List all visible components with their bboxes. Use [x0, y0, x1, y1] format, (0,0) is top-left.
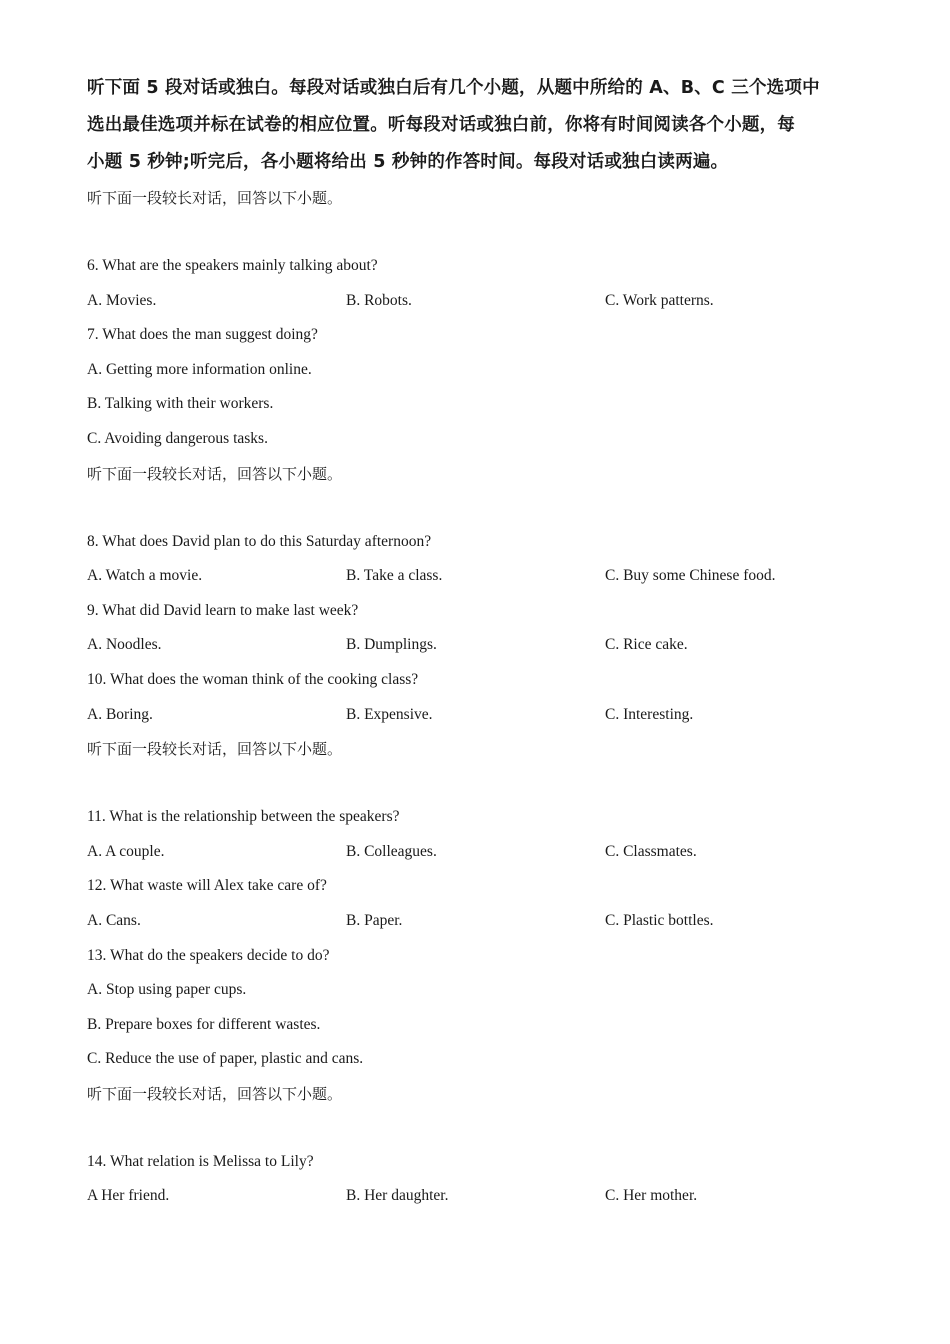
question-item [87, 594, 877, 663]
question-item [87, 1145, 877, 1214]
listening-section [87, 1077, 877, 1214]
answer-option: A. Noodles. [87, 636, 162, 654]
listening-instructions [87, 70, 877, 181]
section-note: 听下面一段较长对话，回答以下小题。 [87, 189, 343, 207]
answer-option: C. Her mother. [605, 1187, 698, 1205]
listening-section [87, 181, 877, 457]
answer-option: C. Work patterns. [605, 291, 714, 309]
answer-option: C. Plastic bottles. [605, 911, 714, 929]
answer-option: C. Reduce the use of paper, plastic and cans. [87, 1050, 364, 1068]
section-note: 听下面一段较长对话，回答以下小题。 [87, 740, 343, 759]
question-stem: 11. What is the relationship between the speakers? [87, 808, 400, 826]
question-stem: 6. What are the speakers mainly talking about? [87, 257, 378, 274]
section-spacer [87, 1111, 877, 1145]
option-row [87, 904, 877, 939]
option-row [87, 698, 877, 733]
answer-option: A. Boring. [87, 705, 153, 723]
question-item [87, 939, 877, 1077]
answer-option: C. Buy some Chinese food. [605, 567, 776, 585]
exam-page [87, 70, 877, 1214]
answer-option: A. Cans. [87, 911, 141, 929]
question-stem: 8. What does David plan to do this Saturday afternoon? [87, 532, 432, 550]
section-spacer [87, 766, 877, 800]
answer-option: C. Classmates. [605, 842, 697, 860]
instructions-line: 小题 5 秒钟;听完后，各小题将给出 5 秒钟的作答时间。每段对话或独白读两遍。 [87, 152, 729, 172]
option-row [87, 284, 877, 319]
question-stem: 9. What did David learn to make last week? [87, 601, 359, 619]
answer-option: B. Paper. [346, 911, 403, 929]
answer-option: B. Colleagues. [346, 842, 437, 860]
question-item [87, 318, 877, 456]
answer-option: C. Interesting. [605, 705, 694, 723]
answer-option: B. Take a class. [346, 567, 443, 585]
answer-option: A. Movies. [87, 291, 157, 309]
listening-section [87, 457, 877, 733]
instructions-line: 听下面 5 段对话或独白。每段对话或独白后有几个小题，从题中所给的 A、B、C 三个选项中 [87, 78, 820, 98]
answer-option: A Her friend. [87, 1187, 170, 1205]
instructions-line: 选出最佳选项并标在试卷的相应位置。听每段对话或独白前，你将有时间阅读各个小题，每 [87, 115, 795, 135]
answer-option: A. Getting more information online. [87, 360, 312, 378]
answer-option: B. Prepare boxes for different wastes. [87, 1015, 321, 1033]
answer-option: C. Avoiding dangerous tasks. [87, 429, 268, 447]
answer-option: C. Rice cake. [605, 636, 688, 654]
answer-option: B. Expensive. [346, 705, 433, 723]
answer-option: B. Her daughter. [346, 1187, 449, 1205]
question-item [87, 800, 877, 869]
question-stem: 10. What does the woman think of the cooking class? [87, 670, 419, 688]
question-item [87, 663, 877, 732]
option-row [87, 1179, 877, 1214]
question-item [87, 525, 877, 594]
question-stem: 13. What do the speakers decide to do? [87, 946, 330, 964]
listening-section [87, 732, 877, 1077]
option-row [87, 835, 877, 870]
answer-option: B. Robots. [346, 291, 412, 309]
answer-option: B. Talking with their workers. [87, 395, 274, 413]
question-item [87, 249, 877, 318]
answer-option: A. A couple. [87, 842, 165, 860]
question-stem: 7. What does the man suggest doing? [87, 326, 318, 344]
question-stem: 12. What waste will Alex take care of? [87, 877, 327, 895]
section-spacer [87, 491, 877, 525]
question-item [87, 869, 877, 938]
answer-option: B. Dumplings. [346, 636, 437, 654]
section-note: 听下面一段较长对话，回答以下小题。 [87, 1084, 343, 1103]
answer-option: A. Stop using paper cups. [87, 981, 247, 999]
answer-option: A. Watch a movie. [87, 567, 203, 585]
section-spacer [87, 215, 877, 249]
option-row [87, 559, 877, 594]
option-row [87, 628, 877, 663]
section-note: 听下面一段较长对话，回答以下小题。 [87, 464, 343, 483]
question-stem: 14. What relation is Melissa to Lily? [87, 1152, 314, 1170]
question-sections [87, 181, 877, 1214]
